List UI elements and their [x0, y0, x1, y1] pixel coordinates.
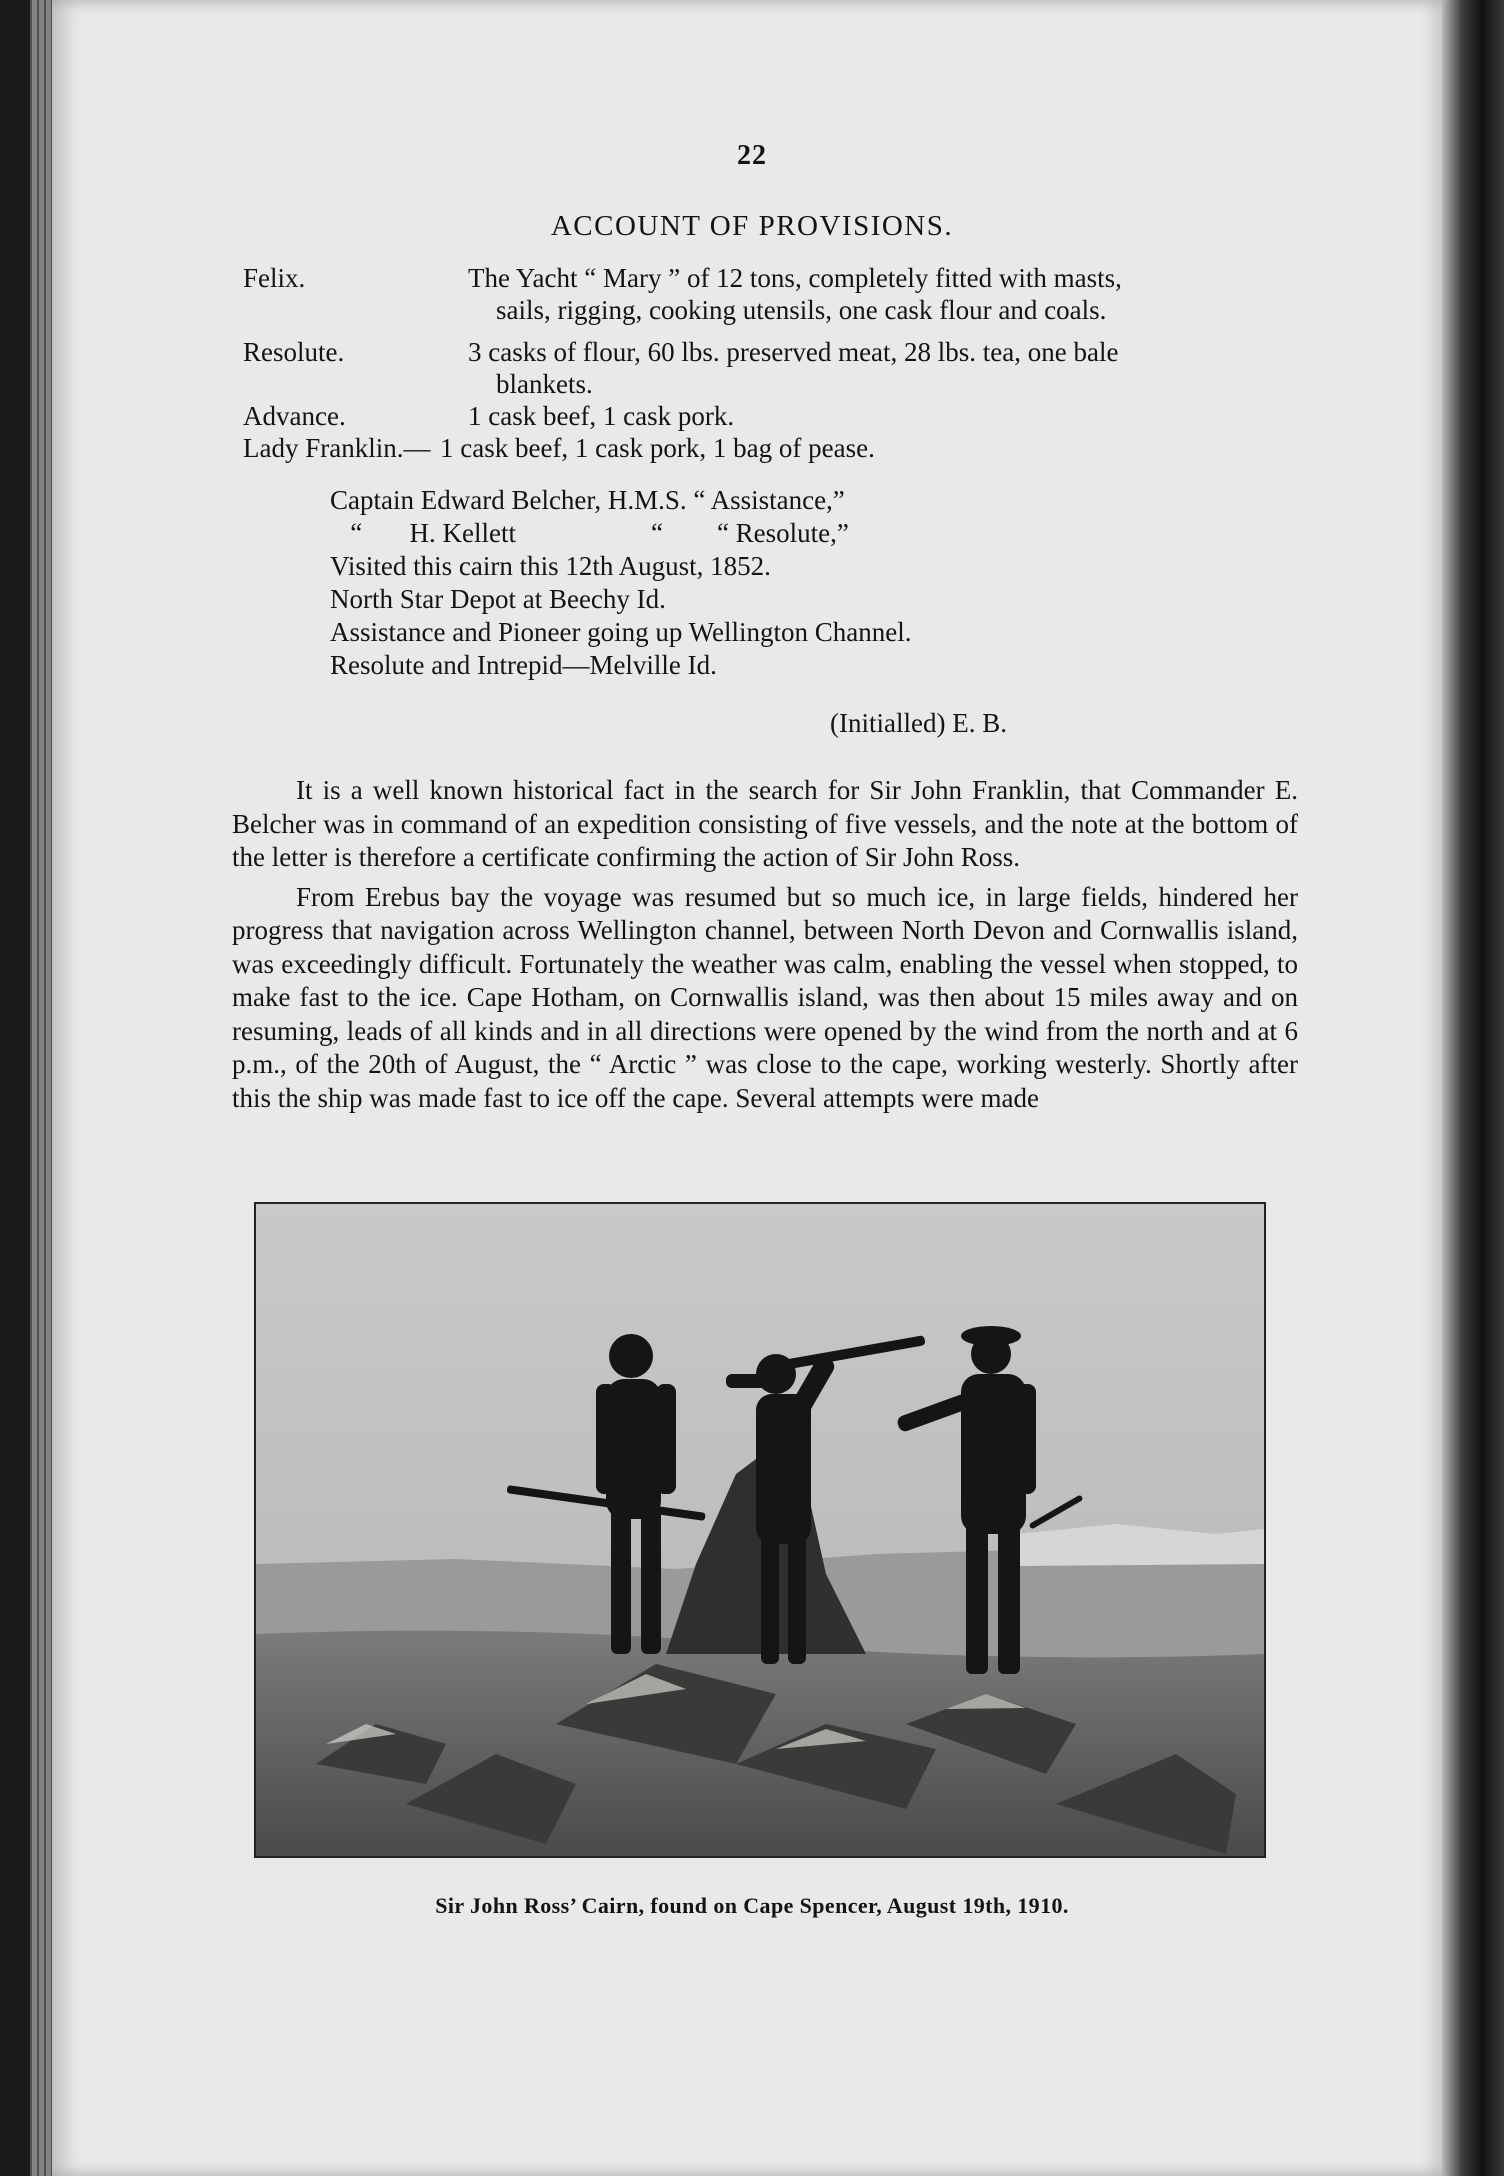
cairn-photograph	[254, 1202, 1266, 1858]
provision-ship: Advance.	[243, 401, 346, 431]
provision-items	[468, 262, 1313, 326]
photo-caption: Sir John Ross’ Cairn, found on Cape Spencer, August 19th, 1910.	[435, 1893, 1069, 1918]
cairn-note	[330, 484, 1150, 682]
page-number: 22	[737, 140, 767, 171]
provision-row-felix	[243, 262, 1313, 326]
provision-line: sails, rigging, cooking utensils, one cask flour and coals.	[496, 295, 1107, 325]
provision-ship: Felix.	[243, 263, 306, 293]
initialled-signature: (Initialled) E. B.	[830, 708, 1007, 738]
body-text	[232, 774, 1298, 1115]
provision-items	[440, 432, 1313, 464]
provision-line: 3 casks of flour, 60 lbs. preserved meat, 28 lbs. tea, one bale	[468, 337, 1119, 367]
paragraph: It is a well known historical fact in the search for Sir John Franklin, that Commander E. Belcher was in command of an expedition consisting of five vessels, and the note at the bottom of the letter is therefore a certificate confirming the action of Sir John Ross.	[232, 775, 1298, 872]
note-line: North Star Depot at Beechy Id.	[330, 584, 666, 614]
photo-illustration	[256, 1204, 1264, 1856]
provision-ship: Lady Franklin.—	[243, 433, 431, 463]
provision-row-lady-franklin	[243, 432, 1313, 464]
provision-row-resolute	[243, 336, 1313, 400]
provision-line: blankets.	[496, 369, 593, 399]
provisions-list	[243, 262, 1313, 464]
provision-line: 1 cask beef, 1 cask pork, 1 bag of pease.	[440, 433, 875, 463]
section-title: ACCOUNT OF PROVISIONS.	[550, 210, 954, 242]
paragraph: From Erebus bay the voyage was resumed but so much ice, in large fields, hindered her progress that navigation across Wellington channel, between North Devon and Cornwallis island, was exceedingly difficult. Fortunately the weather was calm, enabling the vessel when stopped, to make fast to the ice. Cape Hotham, on Cornwallis island, was then about 15 miles away and on resuming, leads of all kinds and in all directions were opened by the wind from the north and at 6 p.m., of the 20th of August, the “ Arctic ” was close to the cape, working westerly. Shortly after this the ship was made fast to ice off the cape. Several attempts were made	[232, 881, 1298, 1113]
page-edge-shadow	[1442, 0, 1504, 2176]
provision-items	[468, 400, 1313, 432]
note-line: “ H. Kellett “ “ Resolute,”	[330, 518, 849, 548]
note-line: Visited this cairn this 12th August, 1852.	[330, 551, 771, 581]
provision-ship: Resolute.	[243, 337, 345, 367]
provision-line: 1 cask beef, 1 cask pork.	[468, 401, 735, 431]
note-line: Resolute and Intrepid—Melville Id.	[330, 650, 717, 680]
note-line: Captain Edward Belcher, H.M.S. “ Assistance,”	[330, 485, 845, 515]
provision-row-advance	[243, 400, 1313, 432]
provision-items	[468, 336, 1313, 400]
provision-line: The Yacht “ Mary ” of 12 tons, completely fitted with masts,	[468, 263, 1122, 293]
note-line: Assistance and Pioneer going up Wellington Channel.	[330, 617, 912, 647]
